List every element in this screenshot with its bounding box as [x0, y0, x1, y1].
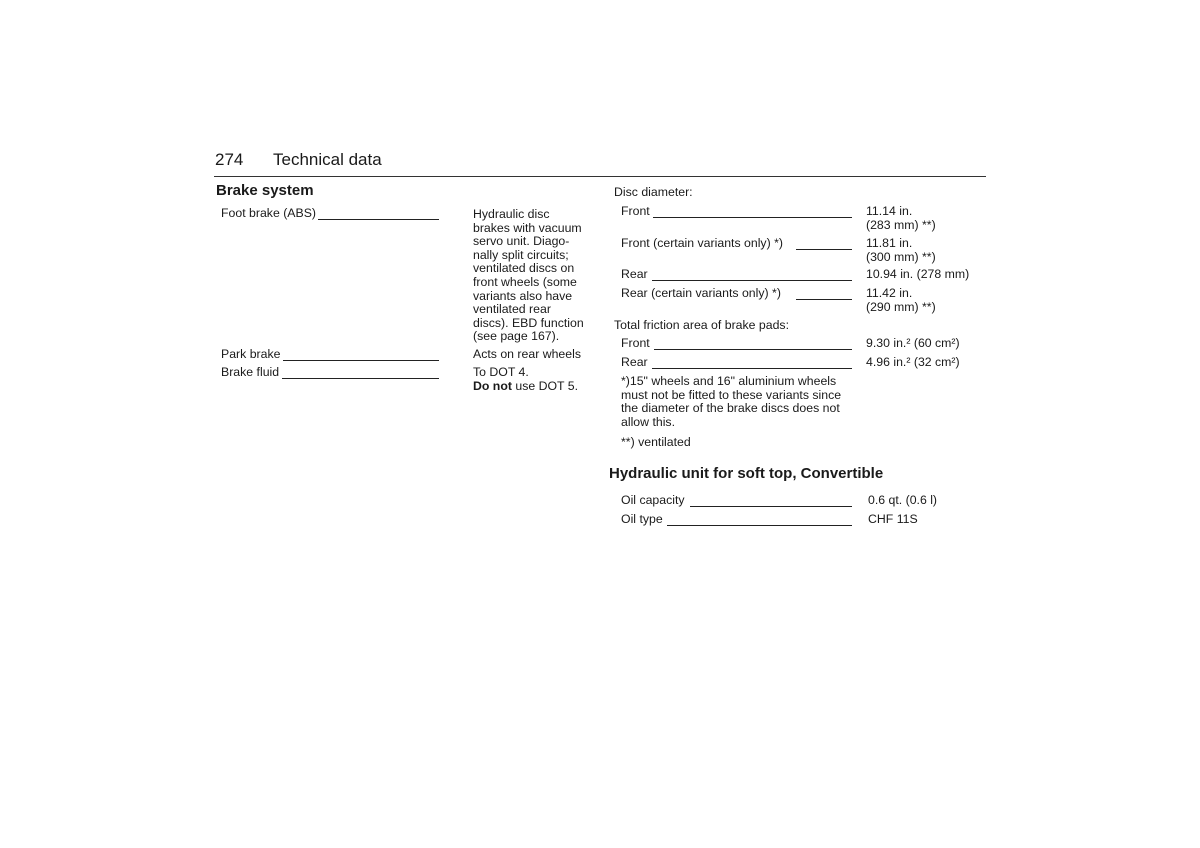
friction-front-value: 9.30 in.² (60 cm²)	[866, 336, 960, 350]
disc-front-leader	[653, 217, 852, 218]
park-brake-value: Acts on rear wheels	[473, 347, 581, 361]
ventilated-note: **) ventilated	[621, 435, 691, 449]
disc-diameter-heading: Disc diameter:	[614, 185, 693, 199]
friction-area-heading: Total friction area of brake pads:	[614, 318, 789, 332]
disc-rear-variant-leader	[796, 299, 852, 300]
oil-capacity-leader	[690, 506, 852, 507]
disc-rear-variant-label: Rear (certain variants only) *)	[621, 286, 781, 300]
hydraulic-unit-heading: Hydraulic unit for soft top, Convertible	[609, 465, 884, 482]
disc-rear-label: Rear	[621, 267, 648, 281]
disc-front-variant-leader	[796, 249, 852, 250]
park-brake-leader	[283, 360, 439, 361]
do-not-emphasis: Do not	[473, 378, 512, 393]
page-number: 274	[215, 150, 244, 169]
disc-front-variant-label: Front (certain variants only) *)	[621, 236, 783, 250]
friction-rear-value: 4.96 in.² (32 cm²)	[866, 355, 960, 369]
oil-type-value: CHF 11S	[868, 512, 918, 526]
oil-type-leader	[667, 525, 852, 526]
park-brake-label: Park brake	[221, 347, 281, 361]
disc-front-label: Front	[621, 204, 650, 218]
foot-brake-value: Hydraulic disc brakes with vacuum servo unit. Diago- nally split circuits; ventilated discs on front wheels (some variants also have ventilated rear discs). EBD function (see page 167).	[473, 207, 584, 344]
friction-rear-label: Rear	[621, 355, 648, 369]
friction-front-label: Front	[621, 336, 650, 350]
friction-front-leader	[654, 349, 852, 350]
page-title: Technical data	[273, 150, 382, 169]
disc-rear-value: 10.94 in. (278 mm)	[866, 267, 970, 281]
disc-rear-leader	[652, 280, 852, 281]
oil-capacity-label: Oil capacity	[621, 493, 685, 507]
disc-front-value: 11.14 in. (283 mm) **)	[866, 204, 936, 232]
oil-capacity-value: 0.6 qt. (0.6 l)	[868, 493, 938, 507]
brake-fluid-value: To DOT 4. Do not use DOT 5.	[473, 365, 579, 393]
header-rule	[214, 176, 986, 177]
foot-brake-leader	[318, 219, 439, 220]
brake-system-heading: Brake system	[216, 182, 314, 199]
footnote: *)15" wheels and 16" aluminium wheels must not be fitted to these variants since the diameter of the brake discs does not allow this.	[621, 374, 842, 429]
brake-fluid-label: Brake fluid	[221, 365, 280, 379]
disc-front-variant-value: 11.81 in. (300 mm) **)	[866, 236, 936, 264]
brake-fluid-leader	[282, 378, 439, 379]
friction-rear-leader	[652, 368, 852, 369]
oil-type-label: Oil type	[621, 512, 663, 526]
foot-brake-label: Foot brake (ABS)	[221, 206, 316, 220]
disc-rear-variant-value: 11.42 in. (290 mm) **)	[866, 286, 936, 314]
